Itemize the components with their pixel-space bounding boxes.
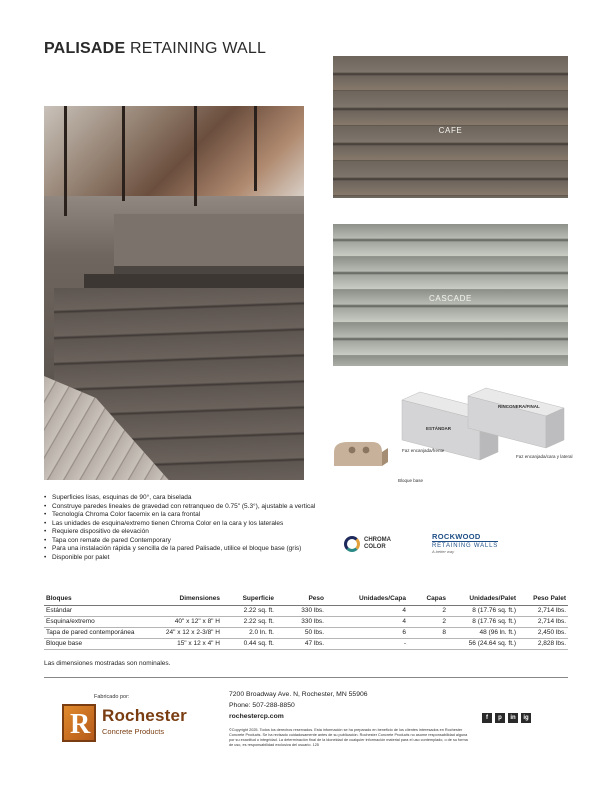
swatch-cascade [333,224,568,366]
brand-name: Rochester [102,706,187,725]
swatch-label-cafe: CAFE [438,126,463,135]
dimensions-note: Las dimensiones mostradas son nominales. [44,660,171,667]
col-header: Capas [408,593,448,605]
label-base: Bloque base [398,478,424,483]
hero-photo [44,106,304,480]
brand-sub: Concrete Products [102,727,165,736]
swatch-cafe [333,56,568,198]
feature-item: • Disponible por palet [44,554,334,563]
label-standard: ESTÁNDAR [426,426,452,431]
chroma-ring-icon [344,536,360,552]
facebook-icon[interactable]: f [482,713,492,723]
col-header: Peso Palet [518,593,568,605]
table-header-row [44,593,568,605]
col-header: Bloques [44,593,142,605]
label-corner-face: Faz encanjada/cara y lateral [516,454,573,459]
block-diagram [330,382,573,492]
label-standard-face: Faz encanjada/frente [402,448,445,453]
feature-item: • Para una instalación rápida y sencilla de la pared Palisade, utilice el bloque base (gris) [44,545,334,554]
copyright: ©Copyright 2025. Todos los derechos reservados. Esta información se ha preparado en beneficio de los clientes interesados en Rochester Concrete Products. Se ha revisado cuidadosamente antes de su publicación. Rochester Concrete Products no asume responsabilidad alguna por su exactitud o integridad. La determinación final de la idoneidad de cualquier información material para el uso contemplado, o de su forma de uso, es responsabilidad exclusiva del usuario. 125 [229,728,468,747]
table-row: Tapa de pared contemporánea 24" x 12 x 2-3/8" H 2.0 ln. ft. 50 lbs. 6 8 48 (96 ln. ft.) 2,450 lbs. [46,629,566,636]
block-illustrations [330,382,570,492]
linkedin-icon[interactable]: in [508,713,518,723]
table-row: Bloque base 15" x 12 x 4" H 0.44 sq. ft. 47 lbs. - 56 (24.64 sq. ft.) 2,828 lbs. [46,640,566,647]
col-header: Dimensiones [142,593,222,605]
table-row: Esquina/extremo 40" x 12" x 8" H 2.22 sq. ft. 330 lbs. 4 2 8 (17.76 sq. ft.) 2,714 lbs. [46,618,566,625]
col-header: Unidades/Capa [326,593,408,605]
feature-item: • Tecnología Chroma Color facemix en la cara frontal [44,511,334,520]
label-corner: RINCONERA/FINAL [498,404,540,409]
table-row: Estándar 2.22 sq. ft. 330 lbs. 4 2 8 (17.76 sq. ft.) 2,714 lbs. [46,607,566,614]
swatch-label-cascade: CASCADE [429,294,472,303]
col-header: Peso [276,593,326,605]
brand-logos [344,532,568,562]
col-header: Superficie [222,593,276,605]
divider [44,677,568,678]
rochester-mark-icon: R [62,704,96,742]
website-link[interactable]: rochestercp.com [229,713,284,720]
instagram-icon[interactable]: ig [521,713,531,723]
spec-table [44,593,568,650]
rochester-logo [62,704,212,744]
pinterest-icon[interactable]: p [495,713,505,723]
made-by-label: Fabricado por: [94,694,130,700]
feature-item: • Construye paredes lineales de gravedad con retranqueo de 0.75" (5.3°), ajustable a vertical [44,503,334,512]
contact-block [229,689,368,722]
social-icons [482,713,531,723]
feature-item: • Las unidades de esquina/extremo tienen Chroma Color en la cara y los laterales [44,520,334,529]
rockwood-logo: ROCKWOOD RETAINING WALLS A better way [432,532,499,554]
chroma-color-logo: CHROMA COLOR [344,536,391,552]
feature-item: • Tapa con remate de pared Contemporary [44,537,334,546]
page-title: PALISADE RETAINING WALL [44,40,267,57]
feature-list [44,494,334,562]
address: 7200 Broadway Ave. N, Rochester, MN 55906 [229,691,368,698]
col-header: Unidades/Palet [448,593,518,605]
phone: Phone: 507-288-8850 [229,702,295,709]
feature-item: • Requiere dispositivo de elevación [44,528,334,537]
feature-item: • Superficies lisas, esquinas de 90°, cara biselada [44,494,334,503]
